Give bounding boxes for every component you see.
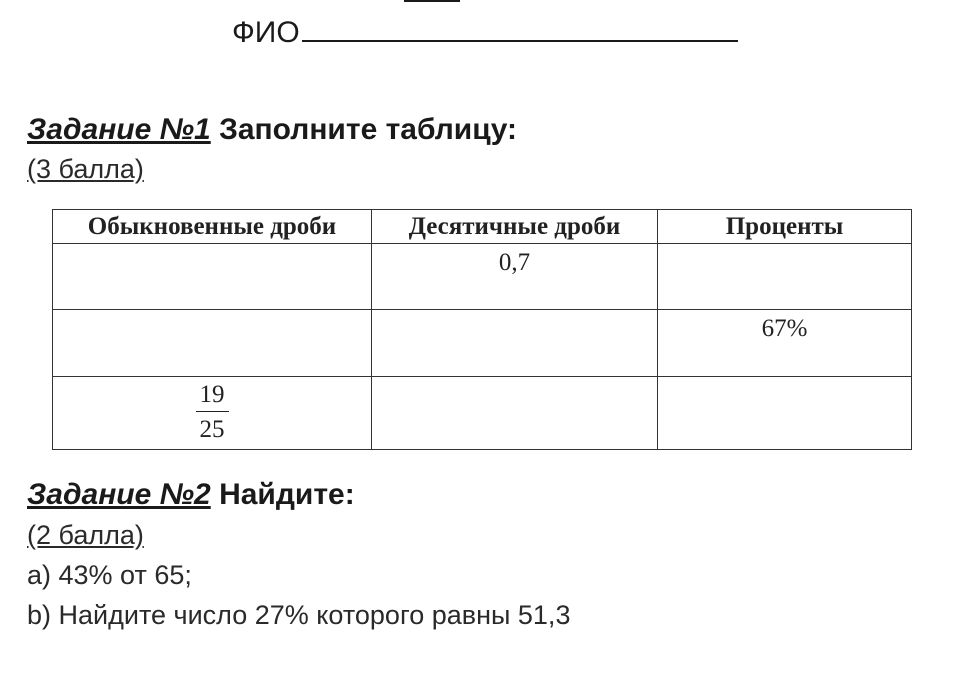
top-blank-line	[404, 0, 460, 2]
cell-common-fraction[interactable]	[53, 310, 372, 376]
task2-heading	[27, 477, 355, 513]
fio-label: ФИО	[232, 16, 300, 49]
cell-decimal[interactable]	[372, 310, 658, 376]
fraction-numerator: 19	[196, 381, 229, 412]
task2-title: Задание №2	[27, 478, 211, 511]
fio-field	[232, 10, 738, 51]
task2-item-a: a) 43% от 65;	[27, 560, 192, 590]
cell-percent: 67%	[658, 310, 912, 376]
task1-points: (3 балла)	[27, 154, 144, 184]
table-row	[53, 244, 912, 310]
table-row	[53, 376, 912, 449]
fraction-19-25	[196, 381, 229, 444]
task1-heading	[27, 112, 517, 148]
cell-common-fraction[interactable]	[53, 244, 372, 310]
header-decimal-fractions: Десятичные дроби	[372, 210, 658, 244]
fraction-denominator: 25	[199, 415, 225, 443]
fractions-table	[52, 209, 912, 450]
cell-common-fraction	[53, 376, 372, 449]
cell-percent[interactable]	[658, 376, 912, 449]
table-row	[53, 310, 912, 376]
header-common-fractions: Обыкновенные дроби	[53, 210, 372, 244]
cell-decimal[interactable]	[372, 376, 658, 449]
cell-percent[interactable]	[658, 244, 912, 310]
fio-blank-line[interactable]	[302, 10, 738, 42]
task2-instruction: Найдите:	[219, 478, 355, 511]
task2-points: (2 балла)	[27, 520, 144, 550]
cell-decimal: 0,7	[372, 244, 658, 310]
task2-item-b: b) Найдите число 27% которого равны 51,3	[27, 600, 571, 630]
header-percents: Проценты	[658, 210, 912, 244]
table-header-row	[53, 210, 912, 244]
task1-title: Задание №1	[27, 113, 211, 146]
task1-instruction: Заполните таблицу:	[219, 113, 517, 146]
